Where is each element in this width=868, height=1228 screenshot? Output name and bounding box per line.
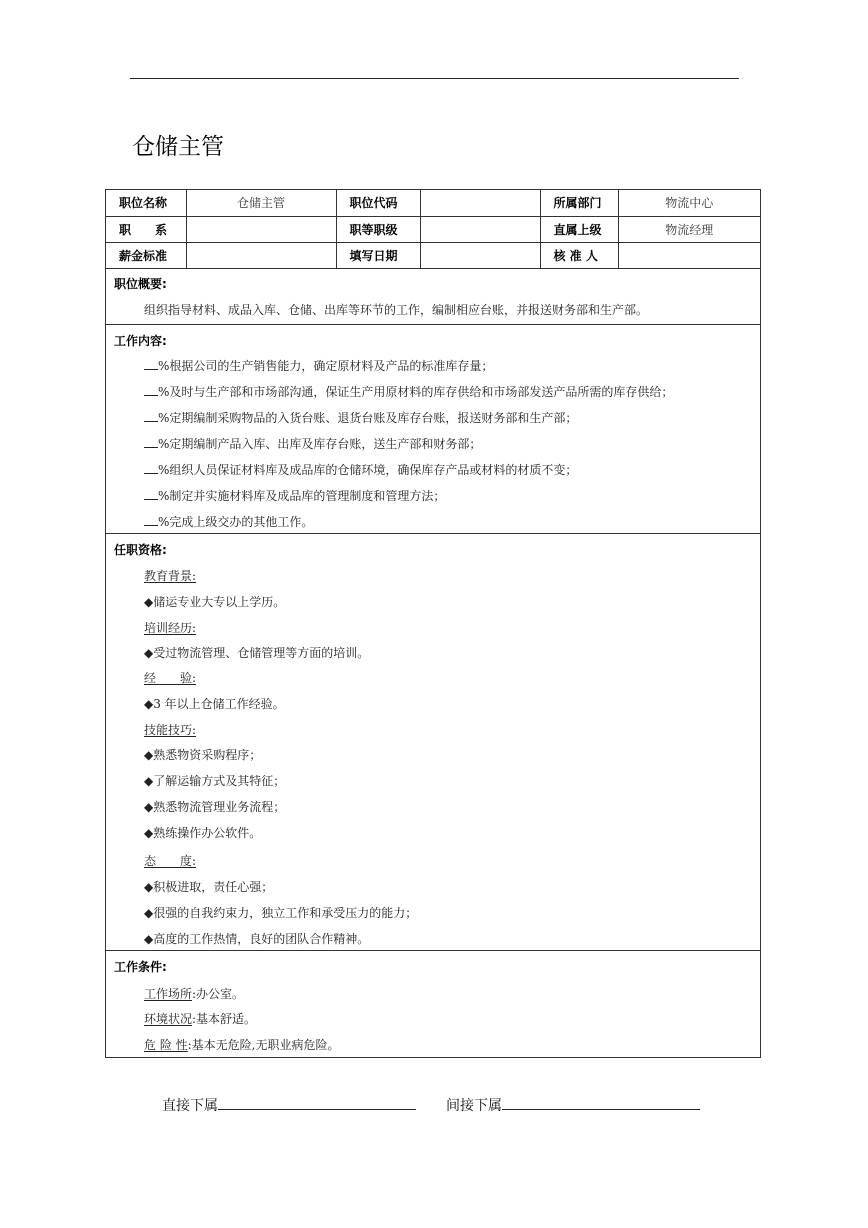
label-fill-date: 填写日期: [336, 242, 420, 268]
label-department: 所属部门: [540, 190, 618, 216]
value-position-name: 仓储主管: [186, 190, 336, 216]
top-rule: [130, 78, 739, 79]
attitude-item: ◆很强的自我约束力，独立工作和承受压力的能力；: [144, 906, 418, 920]
attitude-item: ◆高度的工作热情，良好的团队合作精神。: [144, 932, 370, 946]
indirect-subordinates: 间接下属: [446, 1094, 700, 1115]
label-grade: 职等职级: [336, 216, 420, 242]
education-label: 教育背景:: [144, 569, 197, 583]
value-position-code: [420, 190, 540, 216]
blank-line: [144, 358, 158, 370]
duty-item: %定期编制采购物品的入货台账、退货台账及库存台账，报送财务部和生产部；: [144, 409, 577, 426]
training-label: 培训经历:: [144, 621, 197, 635]
blank-line: [144, 436, 158, 448]
value-grade: [420, 216, 540, 242]
duty-item: %定期编制产品入库、出库及库存台账，送生产部和财务部；: [144, 435, 481, 452]
qualifications-section: [106, 534, 760, 951]
duty-item: %组织人员保证材料库及成品库的仓储环境，确保库存产品或材料的材质不变；: [144, 461, 577, 478]
duties-section: [106, 325, 760, 534]
attitude-label: 态 度:: [144, 854, 197, 868]
header-table: [106, 190, 760, 269]
direct-subordinates: 直接下属: [162, 1094, 416, 1115]
qualifications-heading: 任职资格:: [114, 543, 167, 557]
value-fill-date: [420, 242, 540, 268]
blank-line: [144, 488, 158, 500]
duties-heading: 工作内容:: [114, 334, 167, 348]
overview-section: [106, 268, 760, 325]
experience-item: ◆3 年以上仓储工作经验。: [144, 697, 285, 711]
table-row: [106, 190, 760, 216]
condition-place: 工作场所:办公室。: [144, 987, 245, 1001]
skill-item: ◆熟悉物资采购程序；: [144, 748, 262, 762]
label-salary: 薪金标准: [106, 242, 186, 268]
label-position-name: 职位名称: [106, 190, 186, 216]
condition-environment: 环境状况:基本舒适。: [144, 1012, 257, 1026]
overview-text: 组织指导材料、成品入库、仓储、出库等环节的工作，编制相应台账，并报送财务部和生产部。: [144, 303, 649, 317]
blank-line: [144, 514, 158, 526]
attitude-item: ◆积极进取，责任心强；: [144, 880, 274, 894]
education-item: ◆储运专业大专以上学历。: [144, 595, 286, 609]
job-description-form: [105, 189, 761, 1058]
duty-item: %根据公司的生产销售能力，确定原材料及产品的标准库存量；: [144, 357, 493, 374]
label-job-family: 职 系: [106, 216, 186, 242]
training-item: ◆受过物流管理、仓储管理等方面的培训。: [144, 646, 370, 660]
duty-item: %完成上级交办的其他工作。: [144, 513, 313, 530]
value-job-family: [186, 216, 336, 242]
blank-line: [144, 410, 158, 422]
condition-risk: 危 险 性:基本无危险,无职业病危险。: [144, 1038, 340, 1052]
experience-label: 经 验:: [144, 671, 197, 685]
blank-line: [144, 462, 158, 474]
duty-item: %及时与生产部和市场部沟通，保证生产用原材料的库存供给和市场部发送产品所需的库存供给；: [144, 383, 673, 400]
label-approver: 核 准 人: [540, 242, 618, 268]
indirect-subordinates-blank: [502, 1094, 700, 1110]
duty-item: %制定并实施材料库及成品库的管理制度和管理方法；: [144, 487, 445, 504]
skill-item: ◆熟悉物流管理业务流程；: [144, 800, 286, 814]
conditions-heading: 工作条件:: [114, 960, 167, 974]
overview-heading: 职位概要:: [114, 277, 167, 291]
direct-subordinates-blank: [218, 1094, 416, 1110]
value-supervisor: 物流经理: [618, 216, 760, 242]
table-row: [106, 216, 760, 242]
page-title: 仓储主管: [132, 134, 224, 160]
skill-item: ◆熟练操作办公软件。: [144, 826, 262, 840]
value-approver: [618, 242, 760, 268]
conditions-section: [106, 951, 760, 1057]
blank-line: [144, 384, 158, 396]
label-position-code: 职位代码: [336, 190, 420, 216]
skill-item: ◆了解运输方式及其特征；: [144, 774, 286, 788]
table-row: [106, 242, 760, 268]
value-department: 物流中心: [618, 190, 760, 216]
label-supervisor: 直属上级: [540, 216, 618, 242]
skills-label: 技能技巧:: [144, 723, 197, 737]
value-salary: [186, 242, 336, 268]
